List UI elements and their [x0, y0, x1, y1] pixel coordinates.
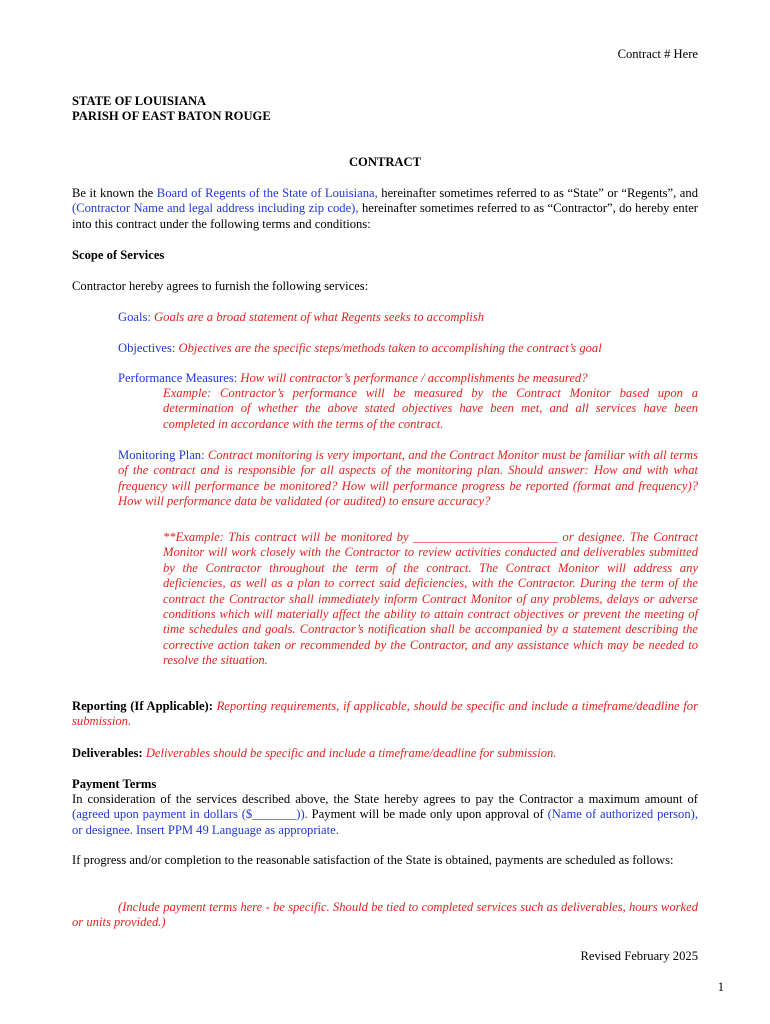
contract-number: Contract # Here [617, 47, 698, 61]
scope-lead: Contractor hereby agrees to furnish the following services: [72, 279, 369, 293]
performance-measures-line: Performance Measures: How will contractor’s performance / accomplishments be measured? [118, 371, 588, 385]
approver-placeholder: (Name of authorized person), or designee. Insert PPM 49 Language as appropriate. [72, 807, 698, 837]
state-heading: STATE OF LOUISIANA [72, 94, 207, 108]
reporting-paragraph: Reporting (If Applicable): Reporting requirements, if applicable, should be specific and include a timeframe/deadline for submission. [72, 699, 698, 729]
page-title: CONTRACT [348, 155, 422, 169]
parish-heading: PARISH OF EAST BATON ROUGE [72, 109, 271, 123]
payment-schedule-paragraph: If progress and/or completion to the reasonable satisfaction of the State is obtained, payments are scheduled as follows: [72, 853, 674, 867]
revision-date: Revised February 2025 [580, 949, 698, 963]
monitoring-plan-paragraph: Monitoring Plan: Contract monitoring is very important, and the Contract Monitor must be familiar with all terms of the contract and is responsible for all aspects of the monitoring plan. Should answer: How and with what frequency will performance be monitored? How will performance progress be reported (format and frequency)? How will performance data be validated (or audited) to ensure accuracy? [118, 448, 698, 509]
payment-terms-instruction: (Include payment terms here - be specific. Should be tied to completed services such as deliverables, hours worked or units provided.) [72, 900, 698, 930]
payment-paragraph: In consideration of the services described above, the State hereby agrees to pay the Contractor a maximum amount of (agreed upon payment in dollars ($_______)). Payment will be made only upon approval of (Name of authorized person), or designee. Insert PPM 49 Language as appropriate. [72, 792, 698, 837]
intro-paragraph: Be it known the Board of Regents of the State of Louisiana, hereinafter sometimes referred to as “State” or “Regents”, and (Contractor Name and legal address including zip code), hereinafter sometimes referred to as “Contractor”, do hereby enter into this contract under the following terms and conditions: [72, 186, 698, 231]
goals-line: Goals: Goals are a broad statement of what Regents seeks to accomplish [118, 310, 485, 324]
monitoring-example: **Example: This contract will be monitored by _______________________ or designee. The Contract Monitor will work closely with the Contractor to review activities conducted and deliverables submitted by the Contractor throughout the term of the contract. The Contract Monitor will address any deficiencies, as well as a plan to correct said deficiencies, with the Contractor. During the term of the contract the Contractor shall immediately inform Contract Monitor of any problems, delays or adverse conditions which will materially affect the ability to attain contract objectives or prevent the meeting of time schedules and goals. Contractor’s notification shall be accompanied by a statement describing the corrective action taken or recommended by the Contractor, and any assistance which may be needed to resolve the situation. [163, 530, 698, 668]
performance-example: Example: Contractor’s performance will be measured by the Contract Monitor based upon a determination of whether the above stated objectives have been met, and all services have been completed in accordance with the terms of the contract. [163, 386, 698, 431]
objectives-line: Objectives: Objectives are the specific steps/methods taken to accomplishing the contract’s goal [118, 341, 602, 355]
board-name: Board of Regents of the State of Louisiana, [156, 186, 378, 200]
deliverables-paragraph: Deliverables: Deliverables should be specific and include a timeframe/deadline for submission. [72, 746, 557, 760]
amount-placeholder: (agreed upon payment in dollars ($_______)). [72, 807, 308, 822]
scope-heading: Scope of Services [72, 248, 165, 262]
page-number: 1 [717, 980, 724, 994]
contractor-placeholder: (Contractor Name and legal address including zip code), [72, 201, 359, 216]
payment-heading: Payment Terms [72, 777, 157, 791]
